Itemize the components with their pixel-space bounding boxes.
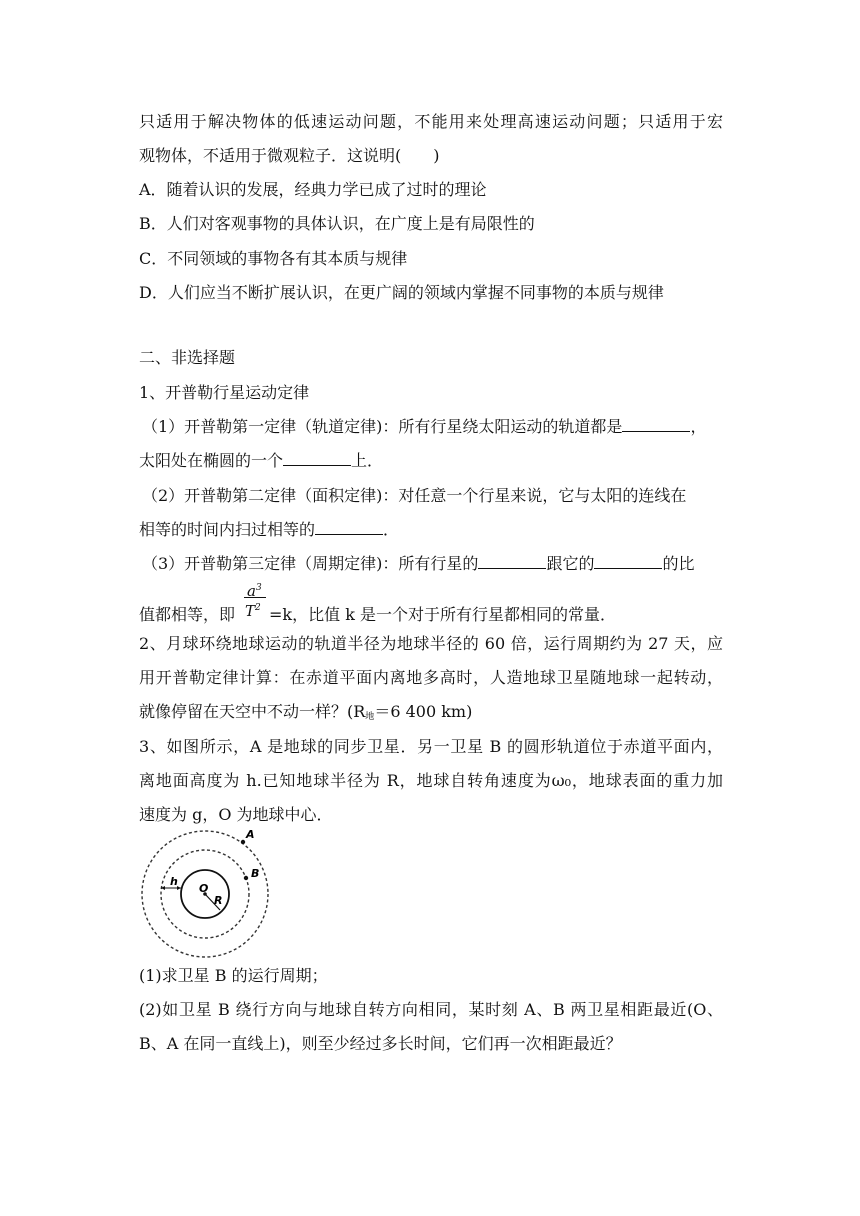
q1-law2-cont-end: ． bbox=[383, 520, 400, 539]
q1-law3-cont-end: =k，比值 k 是一个对于所有行星都相同的常量． bbox=[269, 605, 616, 624]
q3-line: 3、如图所示，A 是地球的同步卫星．另一卫星 B 的圆形轨道位于赤道平面内， bbox=[139, 737, 723, 756]
text-line: 观物体，不适用于微观粒子．这说明( ) bbox=[139, 146, 440, 165]
answer-blank bbox=[283, 451, 351, 466]
fraction-den-exp: 2 bbox=[255, 603, 261, 613]
q1-title: 1、开普勒行星运动定律 bbox=[139, 383, 310, 402]
subscript: 地 bbox=[365, 712, 375, 722]
q2-line: 2、月球环绕地球运动的轨道半径为地球半径的 60 倍，运行周期约为 27 天，应 bbox=[139, 634, 723, 653]
q3-sub2: (2)如卫星 B 绕行方向与地球自转方向相同，某时刻 A、B 两卫星相距最近(O、 bbox=[139, 1000, 723, 1019]
q1-law1-end: ， bbox=[690, 417, 707, 436]
answer-blank bbox=[478, 554, 546, 569]
label-b: B bbox=[251, 867, 260, 880]
orbit-diagram bbox=[137, 826, 271, 960]
q2-line-text: 就像停留在天空中不动一样？(R bbox=[139, 702, 366, 721]
satellite-b bbox=[244, 876, 248, 880]
q3-sub1: (1)求卫星 B 的运行周期； bbox=[139, 966, 328, 985]
q1-law2-cont-text: 相等的时间内扫过相等的 bbox=[139, 520, 316, 539]
answer-blank bbox=[315, 520, 383, 535]
q3-line: 离地面高度为 h.已知地球半径为 R，地球自转角速度为ω₀，地球表面的重力加 bbox=[139, 771, 723, 790]
option-a: A．随着认识的发展，经典力学已成了过时的理论 bbox=[139, 180, 487, 199]
label-a: A bbox=[246, 828, 255, 841]
q1-law1-cont-end: 上． bbox=[351, 451, 384, 470]
label-o: O bbox=[199, 882, 209, 895]
kepler-fraction bbox=[235, 582, 269, 620]
fraction-den-base: T bbox=[245, 602, 256, 620]
option-b: B．人们对客观事物的具体认识，在广度上是有局限性的 bbox=[139, 214, 535, 233]
q1-law1-text: （1）开普勒第一定律（轨道定律)：所有行星绕太阳运动的轨道都是 bbox=[142, 417, 623, 436]
q1-law3-text: （3）开普勒第三定律（周期定律)：所有行星的 bbox=[142, 554, 479, 573]
q3-line: 速度为 g，O 为地球中心． bbox=[139, 805, 333, 824]
q1-law2-cont bbox=[139, 520, 399, 540]
q1-law3 bbox=[142, 554, 694, 574]
label-h: h bbox=[170, 875, 178, 888]
q1-law2: （2）开普勒第二定律（面积定律)：对任意一个行星来说，它与太阳的连线在 bbox=[142, 486, 687, 505]
q1-law3-cont bbox=[139, 582, 616, 625]
q3-sub2-cont: B、A 在同一直线上)，则至少经过多长时间，它们再一次相距最近？ bbox=[139, 1034, 622, 1053]
q1-law3-mid: 跟它的 bbox=[546, 554, 595, 573]
q1-law3-end: 的比 bbox=[662, 554, 695, 573]
answer-blank bbox=[594, 554, 662, 569]
q1-law1-cont-text: 太阳处在椭圆的一个 bbox=[139, 451, 284, 470]
q1-law3-cont-text: 值都相等，即 bbox=[139, 605, 236, 624]
option-c: C．不同领域的事物各有其本质与规律 bbox=[139, 249, 408, 268]
text-line: 只适用于解决物体的低速运动问题，不能用来处理高速运动问题；只适用于宏 bbox=[139, 112, 723, 131]
fraction-denominator bbox=[245, 598, 261, 621]
satellite-a bbox=[241, 840, 245, 844]
q1-law1 bbox=[142, 417, 706, 437]
fraction-num-base: a bbox=[247, 582, 256, 600]
q2-line-end: ＝6 400 km) bbox=[374, 702, 473, 721]
fraction-num-exp: 3 bbox=[255, 583, 262, 593]
answer-blank bbox=[622, 417, 690, 432]
q1-law1-cont bbox=[139, 451, 383, 471]
section-heading: 二、非选择题 bbox=[139, 348, 236, 367]
option-d: D．人们应当不断扩展认识，在更广阔的领域内掌握不同事物的本质与规律 bbox=[139, 283, 664, 302]
label-r: R bbox=[214, 894, 223, 907]
q2-line: 用开普勒定律计算：在赤道平面内离地多高时，人造地球卫星随地球一起转动， bbox=[139, 668, 723, 687]
q2-line bbox=[139, 702, 472, 727]
